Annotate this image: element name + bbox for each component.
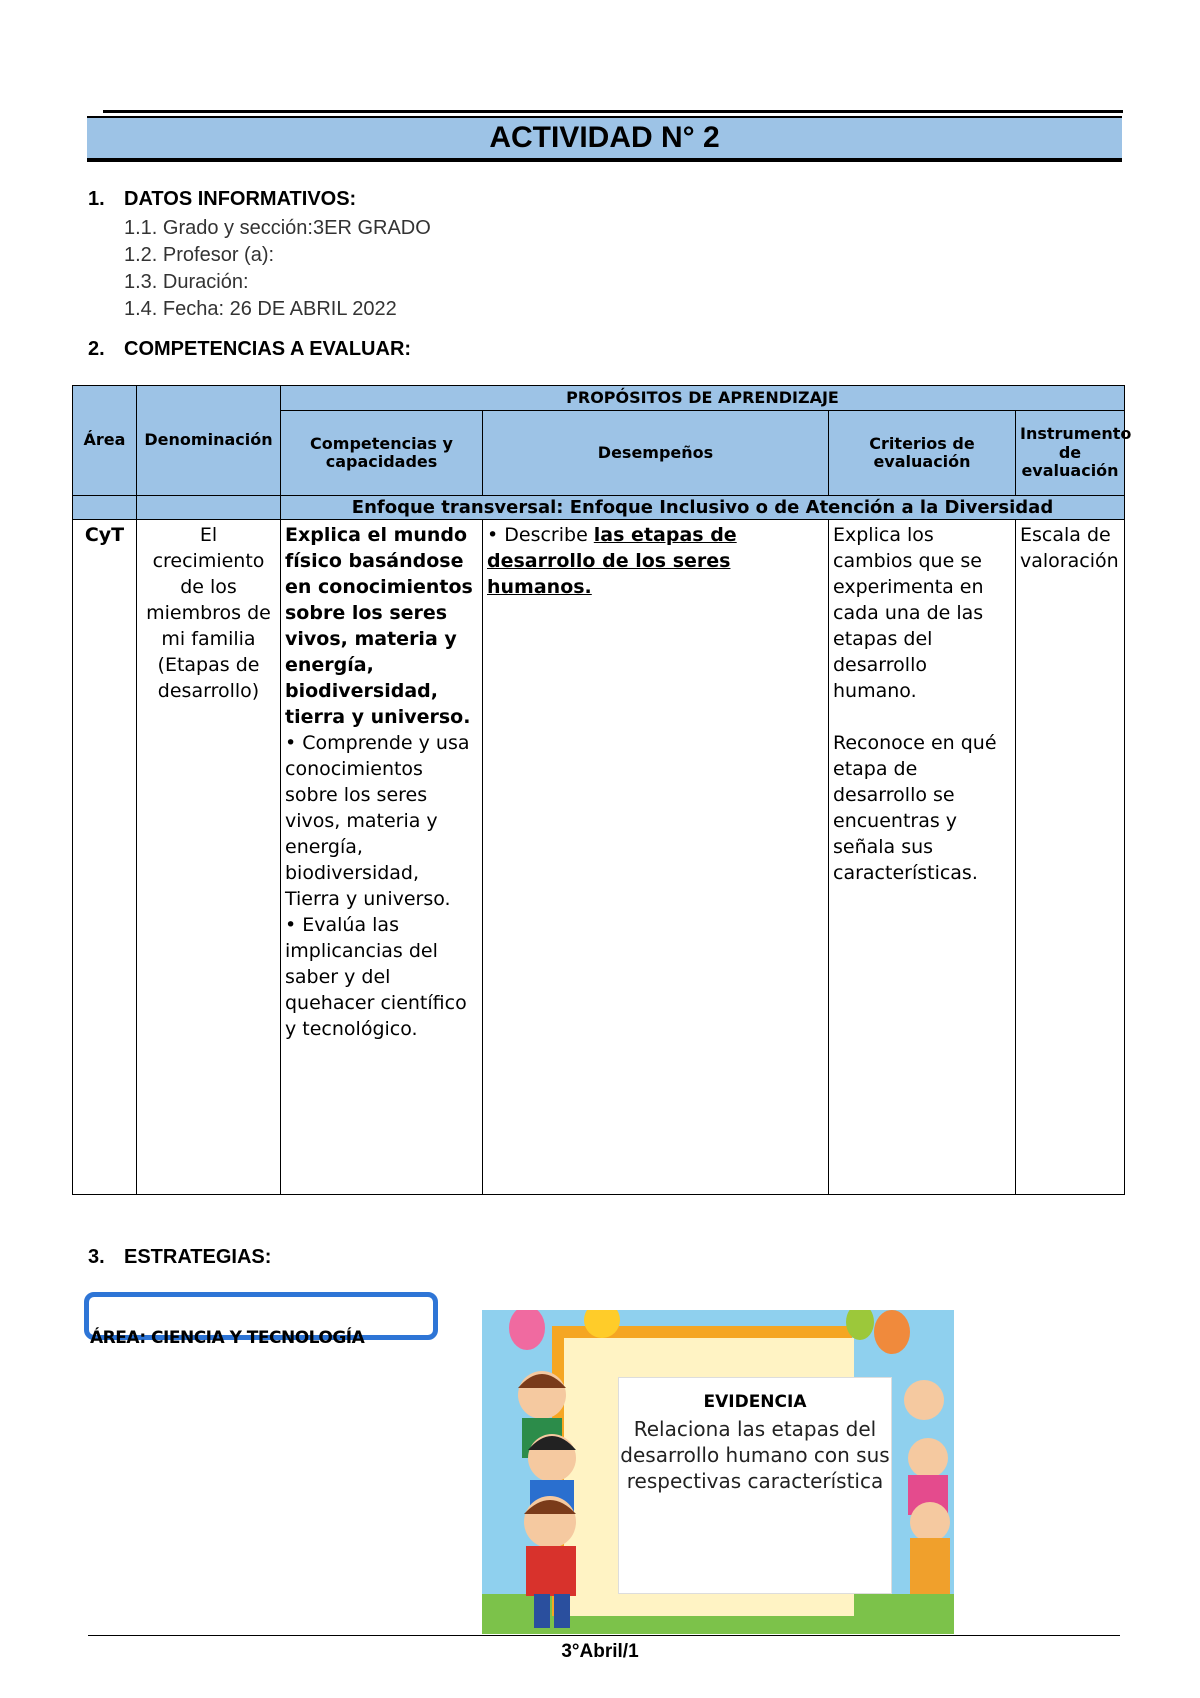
section-number: 3. [88, 1246, 105, 1268]
section-label: ESTRATEGIAS: [124, 1246, 272, 1268]
section-label: COMPETENCIAS A EVALUAR: [124, 338, 412, 360]
area-label: ÁREA: CIENCIA Y TECNOLOGÍA [90, 1328, 365, 1348]
cell-desempenos [483, 520, 829, 1195]
info-item-profesor: 1.2. Profesor (a): [124, 244, 275, 266]
enfoque-spacer [73, 496, 137, 520]
header-propositos: PROPÓSITOS DE APRENDIZAJE [281, 386, 1125, 411]
competencias-table [72, 385, 1132, 1195]
info-item-fecha: 1.4. Fecha: 26 DE ABRIL 2022 [124, 298, 397, 320]
cell-competencias [281, 520, 483, 1195]
evidencia-card [618, 1377, 892, 1594]
cell-denominacion: El crecimiento de los miembros de mi familia (Etapas de desarrollo) [137, 520, 281, 1195]
capacidad-1: • Comprende y usa conocimientos sobre los seres vivos, materia y energía, biodiversidad, Tierra y universo. [285, 732, 470, 910]
header-criterios: Criterios de evaluación [829, 411, 1016, 496]
page-footer: 3°Abril/1 [561, 1641, 639, 1662]
desempeno-prefix: • Describe [487, 524, 594, 546]
section-label: DATOS INFORMATIVOS: [124, 188, 357, 210]
header-denominacion: Denominación [137, 386, 281, 496]
header-instrumento: Instrumento de evaluación [1016, 411, 1125, 496]
competencia-text: Explica el mundo físico basándose en conocimientos sobre los seres vivos, materia y energía, biodiversidad, tierra y universo. [285, 524, 473, 728]
footer-rule [88, 1635, 1120, 1636]
page-title [87, 116, 1122, 162]
section-1-heading [88, 188, 356, 211]
info-item-duracion: 1.3. Duración: [124, 271, 249, 293]
capacidad-2: • Evalúa las implicancias del saber y del quehacer científico y tecnológico. [285, 914, 467, 1040]
info-item-grado: 1.1. Grado y sección:3ER GRADO [124, 217, 431, 239]
evidencia-text: Relaciona las etapas del desarrollo humano con sus respectivas característica [620, 1417, 890, 1493]
top-rule [103, 110, 1123, 113]
section-3-heading [88, 1246, 271, 1269]
section-number: 1. [88, 188, 105, 210]
page-title-text: ACTIVIDAD N° 2 [489, 121, 720, 154]
header-desempenos: Desempeños [483, 411, 829, 496]
cell-criterios [829, 520, 1016, 1195]
enfoque-transversal: Enfoque transversal: Enfoque Inclusivo o de Atención a la Diversidad [281, 496, 1125, 520]
header-area: Área [73, 386, 137, 496]
enfoque-spacer [137, 496, 281, 520]
section-number: 2. [88, 338, 105, 360]
section-2-heading [88, 338, 411, 361]
header-competencias: Competencias y capacidades [281, 411, 483, 496]
cell-instrumento: Escala de valoración [1016, 520, 1125, 1195]
desempeno-text: las etapas de desarrollo de los seres humanos. [487, 524, 737, 598]
cell-area: CyT [73, 520, 137, 1195]
criterio-2: Reconoce en qué etapa de desarrollo se encuentras y señala sus características. [833, 732, 997, 884]
criterio-1: Explica los cambios que se experimenta en cada una de las etapas del desarrollo humano. [833, 524, 984, 702]
evidencia-title: EVIDENCIA [703, 1392, 807, 1412]
